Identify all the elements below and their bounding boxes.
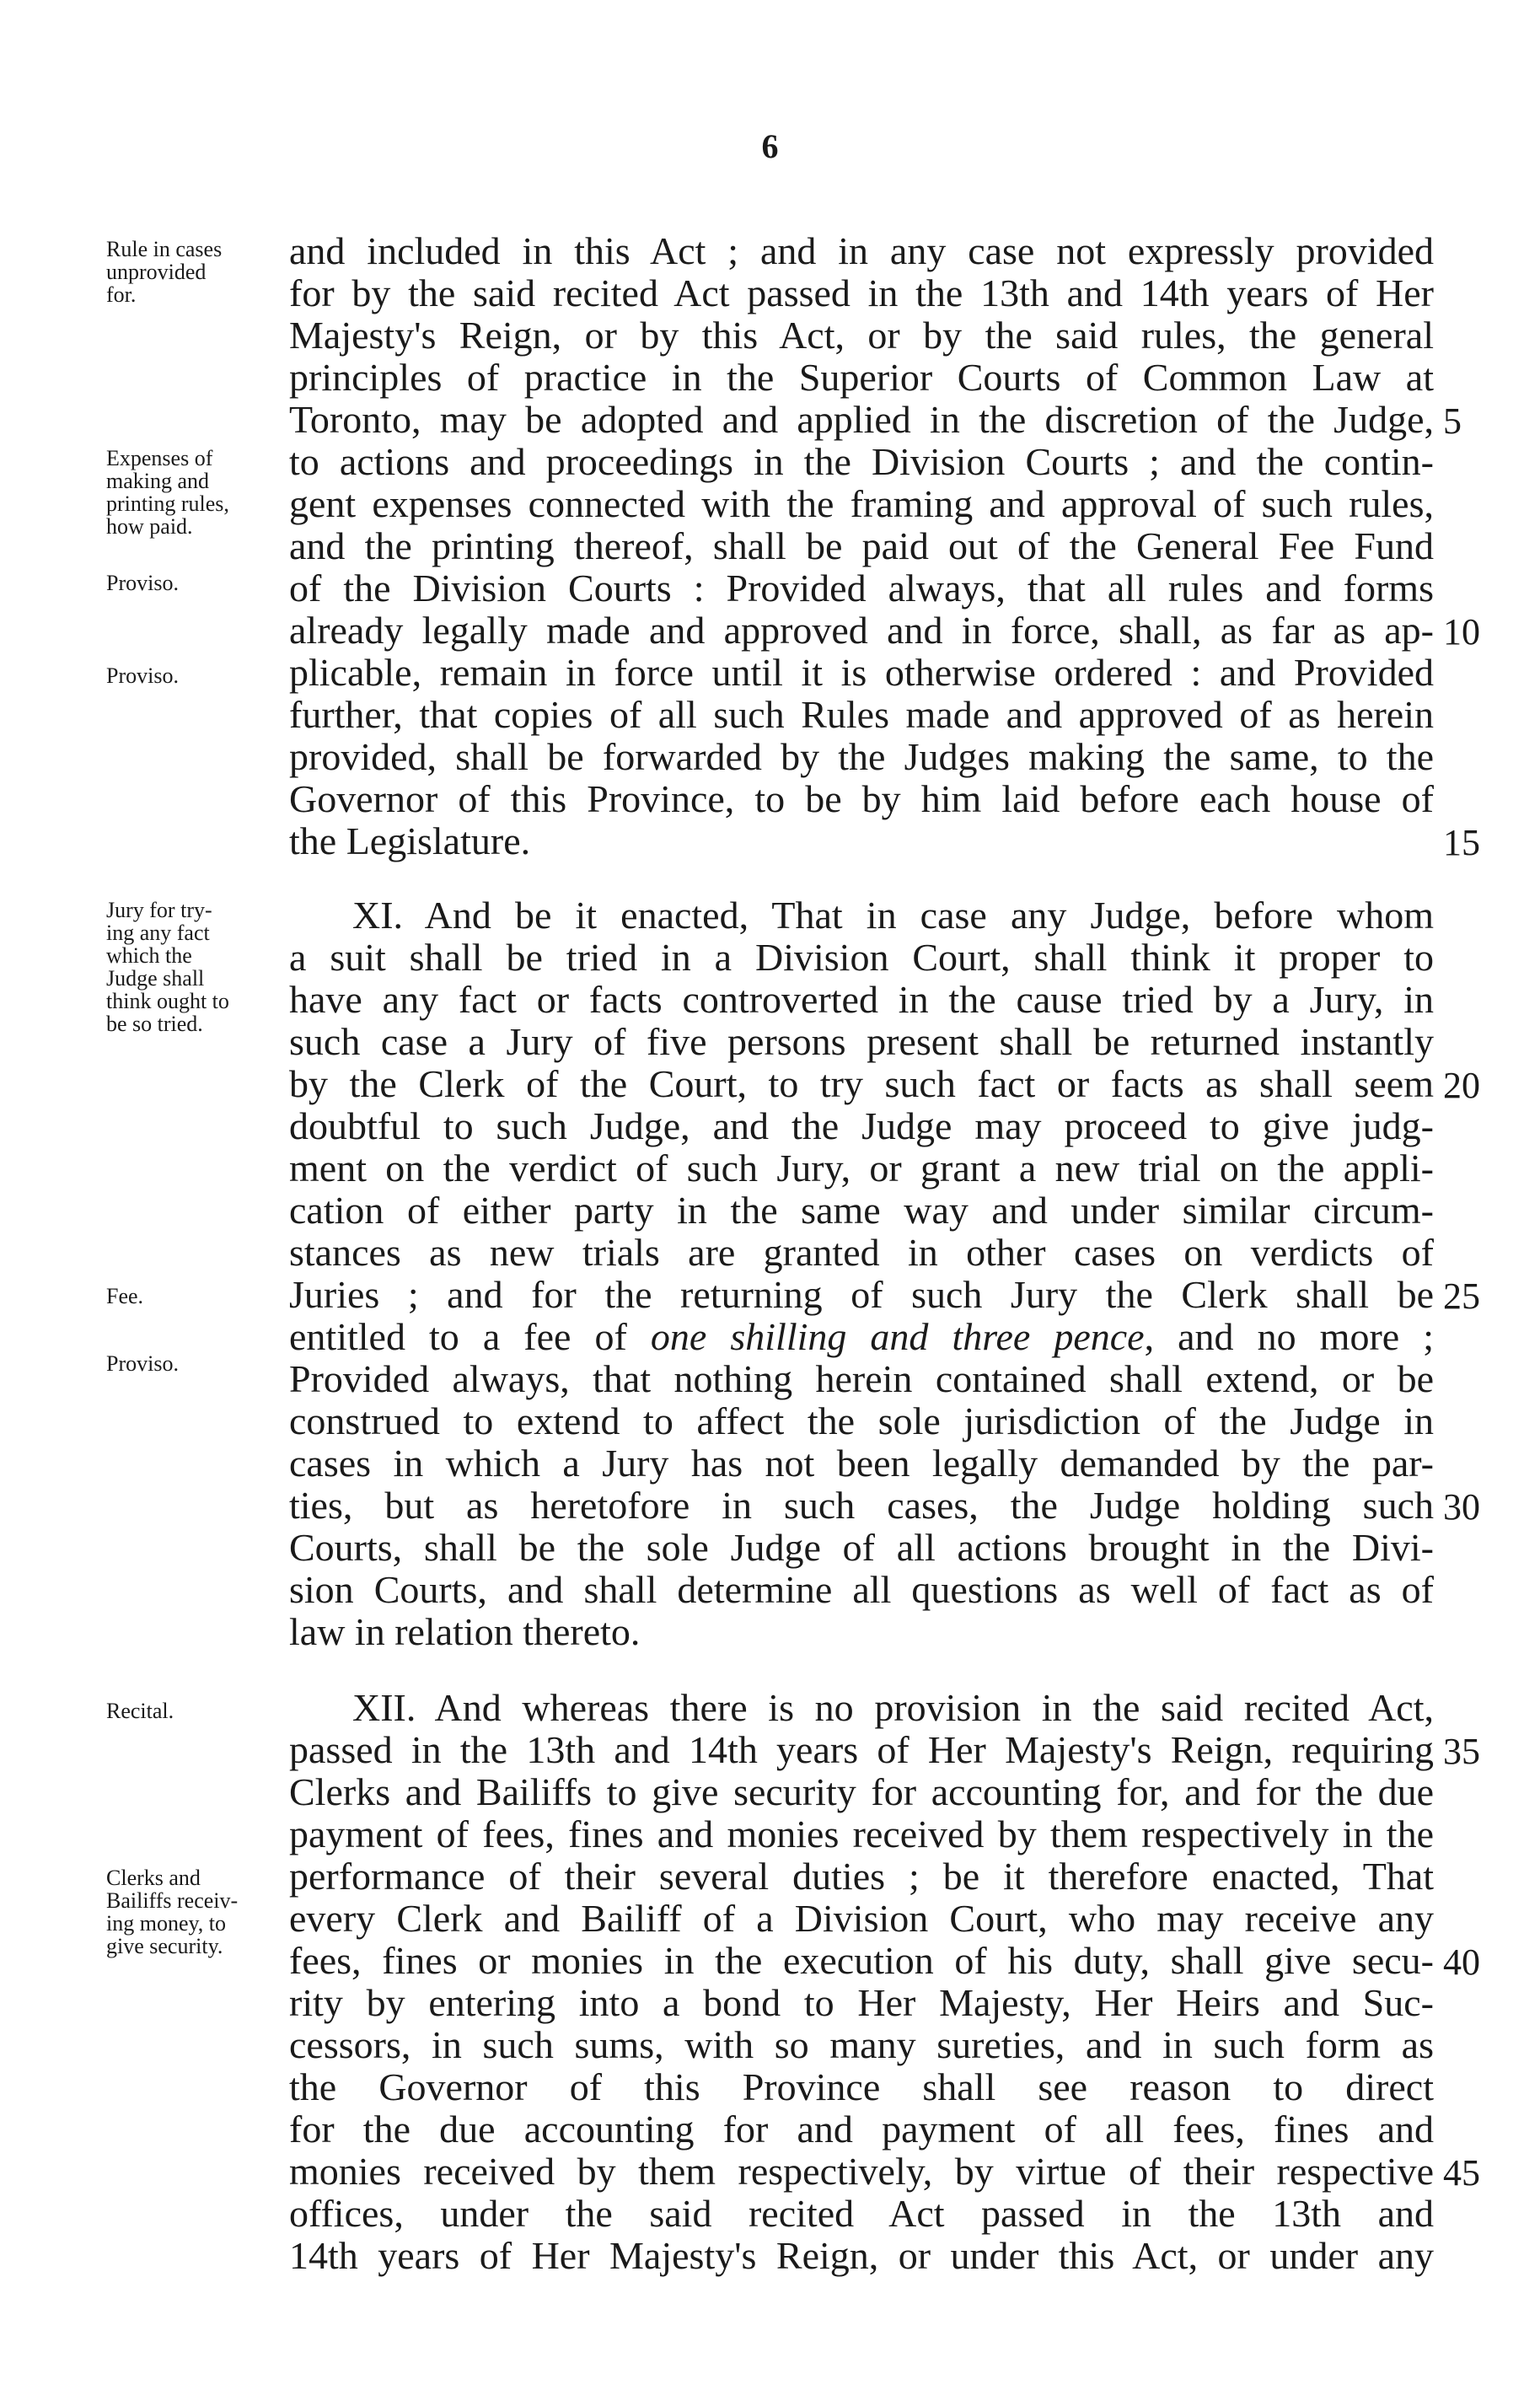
margin-note-fee: Fee. <box>106 1284 144 1308</box>
margin-note-expenses: Expenses of making and printing rules, how paid. <box>106 446 229 539</box>
text-line: cessors, in such sums, with so many sureties, and in such form as <box>289 2023 1434 2066</box>
text-line: to actions and proceedings in the Division Courts ; and the contin- <box>289 440 1434 483</box>
text-line: every Clerk and Bailiff of a Division Court, who may receive any <box>289 1897 1434 1940</box>
text-line: doubtful to such Judge, and the Judge may proceed to give judg- <box>289 1104 1434 1147</box>
text-line: and included in this Act ; and in any case not expressly provided <box>289 229 1434 272</box>
text-line: the Governor of this Province shall see reason to direct <box>289 2065 1434 2108</box>
text-line: monies received by them respectively, by virtue of their respective <box>289 2150 1434 2193</box>
line-number: 45 <box>1443 2152 1480 2194</box>
text-line: passed in the 13th and 14th years of Her Majesty's Reign, requiring <box>289 1728 1434 1771</box>
line-number: 25 <box>1443 1275 1480 1317</box>
text-line: offices, under the said recited Act passed in the 13th and <box>289 2192 1434 2235</box>
text-line: sion Courts, and shall determine all questions as well of fact as of <box>289 1568 1434 1611</box>
fee-amount: one shilling and three pence <box>650 1315 1145 1358</box>
text-line: principles of practice in the Superior Courts of Common Law at <box>289 356 1434 399</box>
section-xii-heading-line: XII. And whereas there is no provision in the said recited Act, <box>352 1686 1434 1729</box>
line-number: 10 <box>1443 611 1480 652</box>
text-line: Governor of this Province, to be by him laid before each house of <box>289 777 1434 820</box>
text-line: plicable, remain in force until it is otherwise ordered : and Provided <box>289 651 1434 694</box>
text-line: by the Clerk of the Court, to try such fact or facts as shall seem <box>289 1062 1434 1105</box>
text-line: stances as new trials are granted in other cases on verdicts of <box>289 1231 1434 1274</box>
margin-note-recital: Recital. <box>106 1699 174 1723</box>
fee-text-prefix: entitled to a fee of <box>289 1315 651 1358</box>
page-number: 6 <box>761 127 779 165</box>
text-line: such case a Jury of five persons present shall be returned instantly <box>289 1020 1434 1063</box>
text-line: performance of their several duties ; be it therefore enacted, That <box>289 1855 1434 1898</box>
section-xi-heading-line: XI. And be it enacted, That in case any Judge, before whom <box>352 894 1434 937</box>
text-line: law in relation thereto. <box>289 1610 641 1653</box>
line-number: 40 <box>1443 1941 1480 1983</box>
text-line: further, that copies of all such Rules made and approved of as herein <box>289 693 1434 736</box>
text-line: of the Division Courts : Provided always, that all rules and forms <box>289 567 1434 609</box>
line-number: 20 <box>1443 1065 1480 1106</box>
text-line: payment of fees, fines and monies received by them respectively in the <box>289 1812 1434 1855</box>
text-line-fee <box>289 1313 1434 1361</box>
text-line: rity by entering into a bond to Her Majesty, Her Heirs and Suc- <box>289 1981 1434 2024</box>
text-line: Clerks and Bailiffs to give security for accounting for, and for the due <box>289 1770 1434 1813</box>
text-line: have any fact or facts controverted in the cause tried by a Jury, in <box>289 978 1434 1021</box>
margin-note-proviso: Proviso. <box>106 571 179 595</box>
text-line: Toronto, may be adopted and applied in the discretion of the Judge, <box>289 398 1434 441</box>
text-line: for by the said recited Act passed in the 13th and 14th years of Her <box>289 271 1434 314</box>
text-line: gent expenses connected with the framing and approval of such rules, <box>289 482 1434 525</box>
line-number: 35 <box>1443 1731 1480 1772</box>
margin-note-proviso: Proviso. <box>106 1351 179 1376</box>
line-number: 15 <box>1443 822 1480 863</box>
text-line: 14th years of Her Majesty's Reign, or under this Act, or under any <box>289 2234 1434 2277</box>
text-line: and the printing thereof, shall be paid out of the General Fee Fund <box>289 524 1434 567</box>
text-line: already legally made and approved and in force, shall, as far as ap- <box>289 609 1434 652</box>
text-line: the Legislature. <box>289 819 531 862</box>
text-line: Juries ; and for the returning of such Jury the Clerk shall be <box>289 1273 1434 1316</box>
text-line: provided, shall be forwarded by the Judges making the same, to the <box>289 735 1434 778</box>
margin-note-clerks-and-bailiffs: Clerks and Bailiffs receiv- ing money, to give security. <box>106 1866 239 1958</box>
margin-note-rule-in-cases: Rule in cases unprovided for. <box>106 237 223 307</box>
fee-text-suffix: , and no more ; <box>1144 1315 1435 1358</box>
text-line: ties, but as heretofore in such cases, the Judge holding such <box>289 1484 1434 1527</box>
text-line: for the due accounting for and payment of all fees, fines and <box>289 2108 1434 2151</box>
text-line: Provided always, that nothing herein contained shall extend, or be <box>289 1357 1434 1400</box>
line-number: 5 <box>1443 400 1462 442</box>
text-line: construed to extend to affect the sole jurisdiction of the Judge in <box>289 1399 1434 1442</box>
margin-note-jury-for-trying: Jury for try- ing any fact which the Judge shall think ought to be so tried. <box>106 898 229 1036</box>
text-line: fees, fines or monies in the execution of his duty, shall give secu- <box>289 1939 1434 1982</box>
text-line: a suit shall be tried in a Division Court, shall think it proper to <box>289 936 1434 979</box>
text-line: cases in which a Jury has not been legally demanded by the par- <box>289 1442 1434 1485</box>
text-line: Courts, shall be the sole Judge of all actions brought in the Divi- <box>289 1526 1434 1569</box>
line-number: 30 <box>1443 1486 1480 1528</box>
text-line: ment on the verdict of such Jury, or grant a new trial on the appli- <box>289 1146 1434 1189</box>
text-line: cation of either party in the same way and under similar circum- <box>289 1189 1434 1232</box>
margin-note-proviso: Proviso. <box>106 663 179 688</box>
text-line: Majesty's Reign, or by this Act, or by the said rules, the general <box>289 314 1434 357</box>
